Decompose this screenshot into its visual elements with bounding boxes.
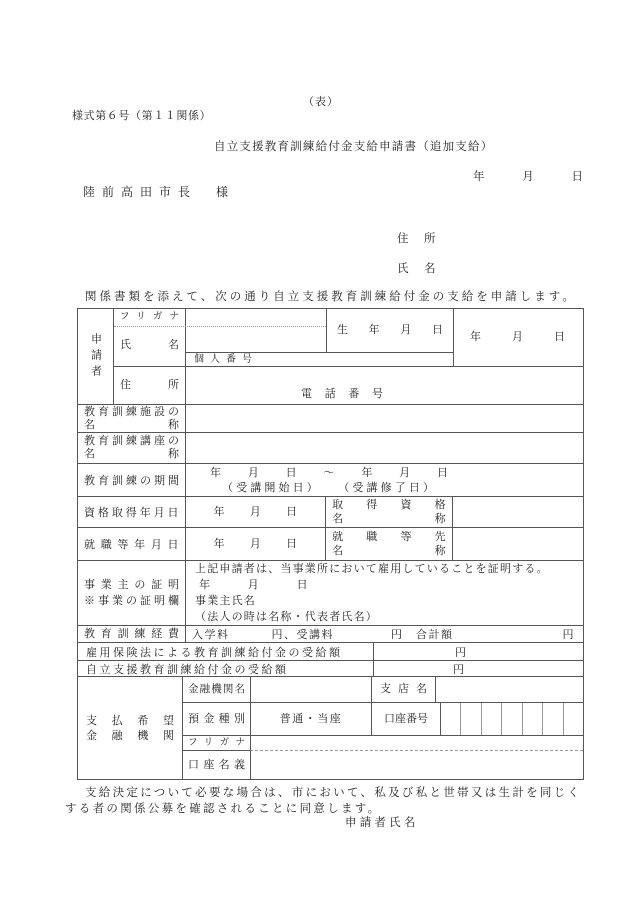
bank-furigana-label: フリガナ	[183, 736, 250, 751]
applicant-section	[114, 309, 583, 404]
account-holder-input[interactable]	[250, 751, 583, 780]
institution-label: 金融機関名	[188, 684, 245, 695]
expense-input-area[interactable]	[185, 626, 583, 642]
employer-name-label: 事業主氏名	[195, 595, 256, 607]
front-side-label: （表）	[303, 96, 339, 108]
qualification-date-label: 資格取得年月日	[84, 507, 179, 519]
account-digit-box[interactable]	[460, 703, 480, 735]
address-label: 住 所	[397, 233, 438, 245]
account-digit-box[interactable]	[501, 703, 521, 735]
qualification-name-input[interactable]	[452, 497, 583, 527]
bank-furigana-row	[183, 736, 583, 751]
phone-number-label: 電 話 番 号	[301, 388, 383, 400]
employment-insurance-row	[78, 642, 583, 660]
qualification-date-input[interactable]: 年 月 日	[185, 497, 326, 527]
employment-name-label: 就 職 等 先 名 称	[325, 528, 451, 560]
period-label: 教育訓練の期間	[84, 475, 179, 487]
course-label: 教育訓練講座の 名 称	[84, 435, 179, 460]
expense-row	[78, 625, 583, 642]
employer-statement: 上記申請者は、当事業所において雇用していることを証明する。	[195, 563, 549, 575]
birthdate-input-area[interactable]: 年 月 日	[470, 331, 565, 343]
account-digit-box[interactable]	[481, 703, 501, 735]
period-dates: 年 月 日 ～ 年 月 日	[210, 466, 448, 479]
employment-date-label: 就職等年月日	[84, 539, 179, 551]
yen-label: 円	[453, 663, 464, 676]
institution-input[interactable]	[250, 677, 371, 702]
account-digit-box[interactable]	[563, 703, 583, 735]
employer-date: 年 月 日	[199, 579, 309, 591]
addressee: 陸前高田市長 様	[83, 185, 236, 199]
entrance-fee-label: 入学料	[192, 629, 230, 641]
jiritsu-benefit-label: 自立支援教育訓練給付金の受給額	[86, 663, 289, 676]
bank-account-type-row	[183, 703, 583, 736]
facility-input-area[interactable]	[185, 405, 583, 432]
employer-certification-input-area[interactable]	[185, 561, 583, 625]
jiritsu-benefit-row	[78, 660, 583, 676]
expense-label: 教育訓練経費	[84, 628, 179, 640]
total-amount-label: 円 合計額	[391, 629, 454, 641]
form-number: 様式第６号（第１１関係）	[72, 110, 212, 122]
applicant-name-input-area[interactable]	[186, 327, 326, 352]
course-input-area[interactable]	[185, 433, 583, 463]
bank-furigana-input[interactable]	[250, 736, 583, 751]
course-row	[78, 432, 583, 463]
jiritsu-benefit-amount-input[interactable]	[373, 661, 583, 676]
yen-label: 円	[562, 629, 575, 641]
account-digit-box[interactable]	[542, 703, 562, 735]
applicant-name-label: 氏 名	[120, 339, 179, 351]
my-number-label: 個人番号	[194, 354, 258, 365]
furigana-input-area[interactable]	[186, 309, 326, 326]
yen-label: 円	[455, 646, 466, 659]
qualification-name-label: 取 得 資 格 名 称	[325, 497, 451, 527]
applicant-address-label: 住 所	[120, 379, 179, 391]
date-field[interactable]: 年 月 日	[473, 171, 583, 183]
bank-group-label: 支 払 希 望 金 融 機 関	[78, 677, 183, 780]
bank-holder-row	[183, 751, 583, 780]
account-digit-box[interactable]	[522, 703, 542, 735]
account-holder-label: 口座名義	[188, 759, 245, 771]
employment-insurance-amount-input[interactable]	[373, 643, 583, 660]
period-input-area[interactable]	[185, 464, 583, 496]
employer-certification-label: 事業主の証明 ※事業の証明欄	[84, 579, 179, 607]
account-type-label: 預金種別	[188, 713, 245, 725]
employment-name-input[interactable]	[452, 528, 583, 560]
employment-row	[78, 527, 583, 560]
applicant-row	[78, 309, 583, 404]
applicant-group-label: 申請者	[78, 309, 114, 404]
employer-certification-row	[78, 560, 583, 625]
form-title: 自立支援教育訓練給付金支給申請書（追加支給）	[214, 141, 494, 153]
bank-row	[78, 676, 583, 780]
account-number-label: 口座番号	[371, 703, 440, 735]
account-type-choice[interactable]: 普通・当座	[250, 703, 371, 735]
period-captions: （受講開始日） （受講修了日）	[222, 481, 434, 494]
branch-label: 支店名	[371, 677, 435, 702]
employment-date-input[interactable]: 年 月 日	[185, 528, 326, 560]
bank-subtable	[183, 677, 583, 780]
intro-sentence: 関係書類を添えて、次の通り自立支援教育訓練給付金の支給を申請します。	[85, 291, 577, 303]
qualification-row	[78, 496, 583, 527]
branch-input[interactable]	[435, 677, 583, 702]
bank-institution-row	[183, 677, 583, 703]
applicant-address-input-area[interactable]	[186, 367, 584, 404]
birthdate-label: 生 年 月 日	[337, 324, 443, 336]
account-digit-box[interactable]	[441, 703, 460, 735]
applicant-signature-label: 申請者氏名	[345, 817, 419, 829]
facility-label: 教育訓練施設の 名 称	[84, 405, 179, 431]
name-label: 氏 名	[397, 263, 438, 275]
period-row	[78, 463, 583, 496]
facility-row	[78, 404, 583, 432]
application-table	[77, 308, 584, 780]
employment-insurance-label: 雇用保険法による教育訓練給付金の受給額	[86, 646, 343, 659]
employer-corp-note: （法人の時は名称・代表者氏名）	[195, 611, 378, 623]
consent-statement: 支給決定について必要な場合は、市において、私及び私と世帯又は生計を同じく する者の関係公募を確認されることに同意します。	[65, 787, 582, 815]
furigana-label: フリガナ	[120, 312, 179, 322]
tuition-fee-label: 円、受講料	[271, 629, 334, 641]
account-number-boxes	[440, 703, 583, 735]
